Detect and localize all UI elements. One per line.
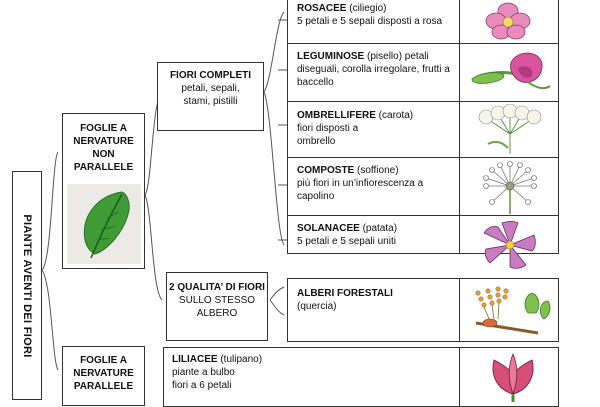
family-desc: 5 petali e 5 sepali disposti a rosa [297,16,443,27]
family-name: SOLANACEE [297,223,360,234]
group-complete-title: FIORI COMPLETI [169,70,252,81]
family-desc: fiori disposti a ombrello [297,123,359,147]
root-label: PIANTE AVENTI DEI FIORI [21,213,33,358]
family-example: (pisello) petali [367,51,429,62]
pea-flower-icon [466,46,554,98]
row-divider [287,101,559,102]
family-desc: piante a bulbo fiori a 6 petali [172,367,235,391]
rose-flower-icon [468,1,548,41]
leaf-icon [67,184,141,264]
family-row-alberi-forestali [297,287,457,313]
family-desc: diseguali, corolla irregolare, frutti a baccello [297,64,450,88]
family-row-composte [297,164,457,203]
column-divider [459,0,460,254]
root-node [12,171,42,400]
family-name: ROSACEE [297,3,347,14]
family-row-leguminose [297,50,457,89]
family-row-liliacee [172,353,322,392]
family-name: LILIACEE [172,354,218,365]
family-desc: più fiori in un’infiorescenza a capolino [297,178,424,202]
family-name: LEGUMINOSE [297,51,365,62]
group-two-qualities-detail: SULLO STESSO ALBERO [178,295,256,319]
family-name: OMBRELLIFERE [297,110,376,121]
family-desc: (quercia) [297,301,337,312]
family-row-rosacee [297,2,457,28]
group-complete-flowers [157,62,264,131]
column-divider [459,278,460,342]
family-row-ombrellifere [297,109,457,148]
family-example: (ciliegio) [349,3,387,14]
row-divider [287,157,559,158]
family-example: (tulipano) [220,354,263,365]
branch-non-parallel [62,113,145,269]
umbel-flower-icon [468,104,552,156]
group-complete-detail: petali, sepali, stami, pistilli [181,83,240,107]
branch-parallel [62,346,145,406]
tulip-icon [478,350,548,402]
column-divider [459,347,460,407]
family-name: COMPOSTE [297,165,355,176]
group-two-qualities [166,272,268,341]
dandelion-icon [468,160,552,214]
family-example: (carota) [378,110,414,121]
family-row-solanacee [297,222,457,248]
group-two-qualities-title: 2 QUALITA’ DI FIORI [169,282,265,293]
row-divider [287,215,559,216]
row-divider [287,43,559,44]
branch-parallel-label: FOGLIE A NERVATURE PARALLELE [73,355,134,392]
family-example: (soffione) [357,165,399,176]
family-name: ALBERI FORESTALI [297,288,393,299]
branch-non-parallel-label: FOGLIE A NERVATURE NON PARALLELE [73,123,134,173]
oak-catkin-icon [468,283,552,339]
family-example: (patata) [362,223,398,234]
potato-flower-icon [468,219,552,271]
family-desc: 5 petali e 5 sepali uniti [297,236,396,247]
